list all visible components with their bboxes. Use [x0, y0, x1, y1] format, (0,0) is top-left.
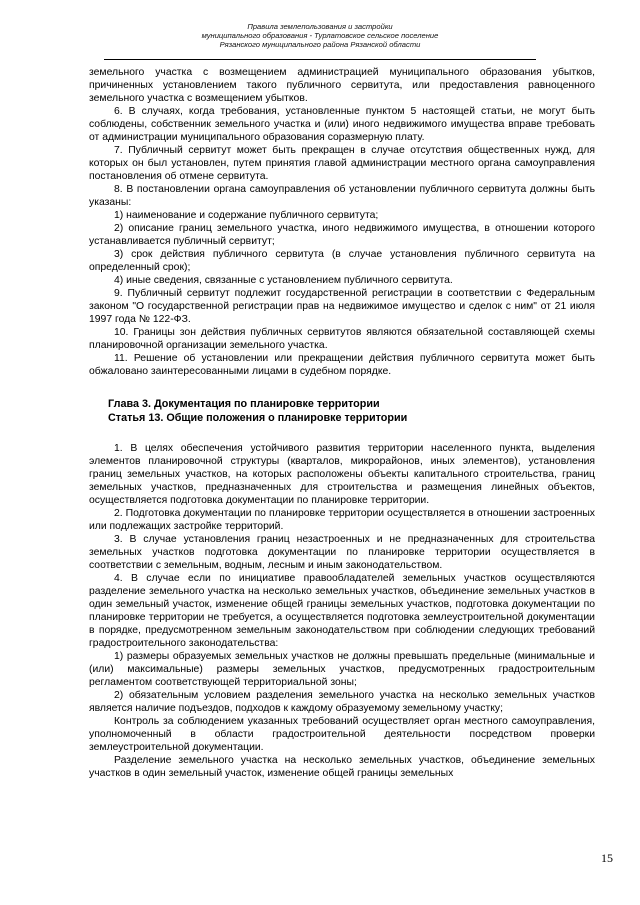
page-number: 15 [601, 851, 613, 865]
list-item: 2) описание границ земельного участка, иного недвижимого имущества, в отношении которого устанавливается публичный сервитут; [89, 223, 595, 247]
running-header [0, 22, 640, 50]
paragraph: 4. В случае если по инициативе правообладателей земельных участков осуществляются разделение земельного участка на несколько земельных участков, объединение земельных участков в один земельный участок, изменение общей границы земельных участков, подготовка документации по планировке территории не требуется, а осуществляется подготовка землеустроительной документации в порядке, предусмотренном земельным законодательством при соблюдении следующих требований градостроительного законодательства: [89, 573, 595, 649]
header-line-2: муниципального образования - Турлатовское сельское поселение [201, 31, 439, 41]
paragraph: 9. Публичный сервитут подлежит государственной регистрации в соответствии с Федеральным законом "О государственной регистрации прав на недвижимое имущество и сделок с ним" от 21 июля 1997 года № 122-ФЗ. [89, 288, 595, 325]
document-body [89, 66, 595, 780]
paragraphs-bottom [89, 442, 595, 780]
paragraph: 10. Границы зон действия публичных сервитутов являются обязательной составляющей схемы планировочной организации земельного участка. [89, 327, 595, 351]
paragraph: земельного участка с возмещением администрацией муниципального образования убытков, причиненных установлением такого публичного сервитута, или предоставления равноценного земельного участка с возмещением убытков. [89, 67, 595, 104]
paragraph: 8. В постановлении органа самоуправления об установлении публичного сервитута должны быть указаны: [89, 184, 595, 208]
chapter-heading: Глава 3. Документация по планировке территории [108, 398, 380, 410]
paragraph: 3. В случае установления границ незастроенных и не предназначенных для строительства земельных участков подготовка документации по планировке территории осуществляется в соответствии с земельным, водным, лесным и иным законодательством. [89, 534, 595, 571]
paragraph: Контроль за соблюдением указанных требований осуществляет орган местного самоуправления, уполномоченный в области градостроительной деятельности посредством проверки землеустроительной документации. [89, 716, 595, 753]
header-line-1: Правила землепользования и застройки [247, 22, 393, 31]
paragraph: 11. Решение об установлении или прекращении действия публичного сервитута может быть обжаловано заинтересованными лицами в судебном порядке. [89, 353, 595, 377]
paragraph: 2. Подготовка документации по планировке территории осуществляется в отношении застроенных или подлежащих застройке территорий. [89, 508, 595, 532]
paragraph: Разделение земельного участка на несколько земельных участков, объединение земельных участков в один земельный участок, изменение общей границы земельных [89, 755, 595, 779]
list-item: 2) обязательным условием разделения земельного участка на несколько земельных участков является наличие подъездов, подходов к каждому образуемому земельному участку; [89, 690, 595, 714]
paragraphs-top [89, 66, 595, 378]
article-heading: Статья 13. Общие положения о планировке территории [108, 411, 408, 424]
list-item: 4) иные сведения, связанные с установлением публичного сервитута. [114, 275, 453, 286]
header-line-3: Рязанского муниципального района Рязанской области [219, 40, 421, 50]
paragraph: 6. В случаях, когда требования, установленные пунктом 5 настоящей статьи, не могут быть соблюдены, собственник земельного участка и (или) иного недвижимого имущества вправе требовать от администрации муниципального образования соразмерную плату. [89, 106, 595, 143]
list-item: 1) размеры образуемых земельных участков не должны превышать предельные (минимальные и (или) максимальные) размеры земельных участков, предусмотренных градостроительным регламентом соответствующей территориальной зоны; [89, 651, 595, 688]
header-divider [104, 59, 536, 60]
list-item: 1) наименование и содержание публичного сервитута; [114, 210, 379, 221]
paragraph: 7. Публичный сервитут может быть прекращен в случае отсутствия общественных нужд, для которых он был установлен, путем принятия главой администрации местного органа самоуправления постановления об отмене сервитута. [89, 145, 595, 182]
list-item: 3) срок действия публичного сервитута (в случае установления публичного сервитута на определенный срок); [89, 249, 595, 273]
paragraph: 1. В целях обеспечения устойчивого развития территории населенного пункта, выделения элементов планировочной структуры (кварталов, микрорайонов, иных элементов), установления границ земельных участков, на которых расположены объекты капитального строительства, границ земельных участков, предназначенных для строительства и размещения линейных объектов, осуществляется подготовка документации по планировке территории. [89, 443, 595, 506]
